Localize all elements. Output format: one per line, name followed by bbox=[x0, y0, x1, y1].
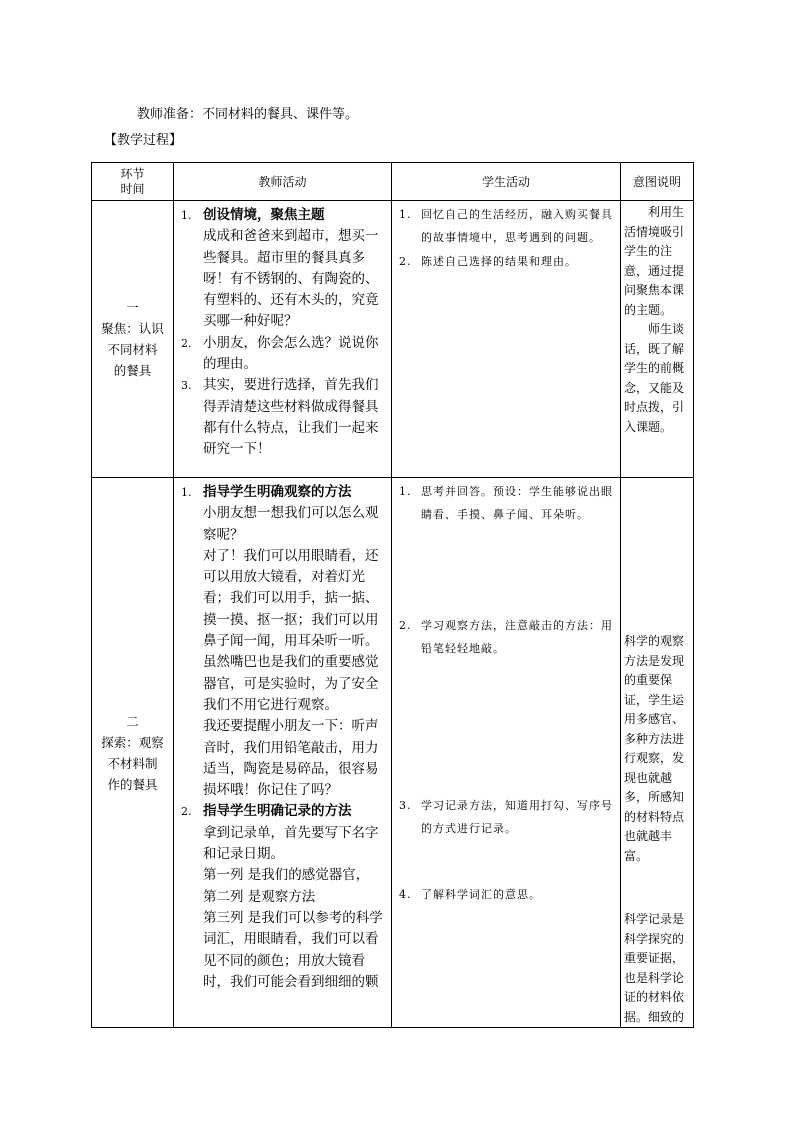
header-stage-line2: 时间 bbox=[120, 181, 145, 196]
item-text: 其实，要进行选择，首先我们得弄清楚这些材料做成得餐具都有什么特点，让我们一起来研究一下！ bbox=[203, 377, 379, 458]
stage-label: 作的餐具 bbox=[107, 776, 158, 792]
table-row bbox=[92, 478, 694, 1028]
item-number: 2. bbox=[181, 336, 192, 350]
item-number: 3. bbox=[399, 799, 412, 812]
table-header-row bbox=[92, 163, 694, 201]
item-title: 指导学生明确观察的方法 bbox=[203, 484, 352, 500]
student-activity-cell bbox=[392, 201, 621, 478]
teacher-activity-cell bbox=[174, 201, 392, 478]
student-activity-cell bbox=[392, 478, 621, 1028]
item-text: 拿到记录单，首先要写下名字和记录日期。 bbox=[203, 824, 379, 863]
header-stage bbox=[92, 163, 174, 201]
item-number: 1. bbox=[399, 208, 412, 221]
teacher-activity-cell bbox=[174, 478, 392, 1028]
intent-text: 利用生活情境吸引学生的注意，通过提问聚焦本课的主题。 bbox=[624, 205, 685, 317]
item-text: 小朋友，你会怎么选？说说你的理由。 bbox=[203, 334, 379, 373]
lesson-table bbox=[91, 162, 694, 1028]
list-item bbox=[396, 480, 616, 614]
item-text: 成成和爸爸来到超市，想买一些餐具。超市里的餐具真多呀！有不锈钢的、有陶瓷的、有塑料的、还有木头的，究竟买哪一种好呢？ bbox=[203, 228, 379, 330]
item-text: 对了！我们可以用眼睛看，还可以用放大镜看，对着灯光看；我们可以用手，掂一掂、摸一摸、抠一抠；我们可以用鼻子闻一闻，用耳朵听一听。虽然嘴巴也是我们的重要感觉器官，可是实验时，为了安全我们不用它进行观察。 bbox=[203, 547, 379, 713]
list-item bbox=[178, 205, 387, 333]
list-item bbox=[396, 250, 616, 273]
item-text: 我还要提醒小朋友一下：听声音时，我们用铅笔敲击，用力适当，陶瓷是易碎品，很容易损坏哦！你记住了吗？ bbox=[203, 718, 379, 799]
item-text: 陈述自己选择的结果和理由。 bbox=[421, 254, 577, 268]
list-item bbox=[396, 203, 616, 250]
item-number: 2. bbox=[399, 619, 412, 632]
item-title: 指导学生明确记录的方法 bbox=[203, 803, 352, 820]
item-number: 1. bbox=[399, 485, 412, 498]
intent-cell bbox=[621, 478, 694, 1028]
list-item bbox=[178, 482, 387, 801]
stage-cell bbox=[92, 478, 174, 1028]
list-item bbox=[178, 375, 387, 460]
list-item bbox=[396, 794, 616, 883]
stage-label: 不材料制 bbox=[107, 755, 158, 771]
item-text: 第一列 是我们的感觉器官， bbox=[203, 867, 370, 884]
item-text: 学习观察方法，注意敲击的方法：用铅笔轻轻地敲。 bbox=[421, 619, 613, 656]
list-item bbox=[396, 614, 616, 794]
intent-text: 科学记录是科学探究的重要证据，也是科学论证的材料依据。细致的 bbox=[624, 912, 685, 1024]
item-text: 第三列 是我们可以参考的科学词汇，用眼睛看，我们可以看见不同的颜色；用放大镜看时，我们可能会看到细细的颗 bbox=[203, 909, 383, 990]
list-item bbox=[178, 333, 387, 376]
intent-text: 科学的观察方法是发现的重要保证，学生运用多感官、多种方法进行观察，发现也就越多，所感知的材料特点也就越丰富。 bbox=[624, 634, 685, 863]
intent-text: 师生谈话，既了解学生的前概念，又能及时点拨，引入课题。 bbox=[624, 322, 685, 434]
teacher-preparation: 教师准备：不同材料的餐具、课件等。 bbox=[137, 107, 359, 122]
item-text: 了解科学词汇的意思。 bbox=[421, 888, 541, 901]
header-stage-line1: 环节 bbox=[120, 166, 145, 181]
stage-label: 不同材料 bbox=[107, 342, 158, 357]
item-text: 小朋友想一想我们可以怎么观察呢？ bbox=[203, 505, 379, 543]
item-number: 4. bbox=[399, 888, 412, 901]
item-number: 1. bbox=[181, 209, 192, 222]
header-intent: 意图说明 bbox=[621, 163, 694, 201]
stage-number: 一 bbox=[126, 300, 139, 315]
item-number: 2. bbox=[399, 254, 412, 268]
item-title: 创设情境，聚焦主题 bbox=[203, 207, 325, 223]
table-row bbox=[92, 201, 694, 478]
header-teacher: 教师活动 bbox=[174, 163, 392, 201]
stage-label: 探索：观察 bbox=[101, 734, 164, 750]
stage-label: 的餐具 bbox=[113, 363, 152, 378]
item-text: 回忆自己的生活经历，融入购买餐具的故事情境中，思考遇到的问题。 bbox=[421, 208, 613, 245]
stage-label: 聚焦：认识 bbox=[101, 321, 164, 336]
header-student: 学生活动 bbox=[392, 163, 621, 201]
item-number: 3. bbox=[181, 379, 192, 393]
process-heading: 【教学过程】 bbox=[104, 133, 183, 148]
stage-number: 二 bbox=[126, 713, 139, 729]
item-text: 思考并回答。预设：学生能够说出眼睛看、手摸、鼻子闻、耳朵听。 bbox=[421, 485, 613, 522]
list-item bbox=[396, 883, 616, 906]
item-number: 1. bbox=[181, 486, 192, 499]
item-text: 第二列 是观察方法 bbox=[203, 888, 316, 905]
item-text: 学习记录方法，知道用打勾、写序号的方式进行记录。 bbox=[421, 799, 613, 836]
item-number: 2. bbox=[181, 805, 192, 819]
stage-cell bbox=[92, 201, 174, 478]
intent-cell bbox=[621, 201, 694, 478]
list-item bbox=[178, 801, 387, 993]
